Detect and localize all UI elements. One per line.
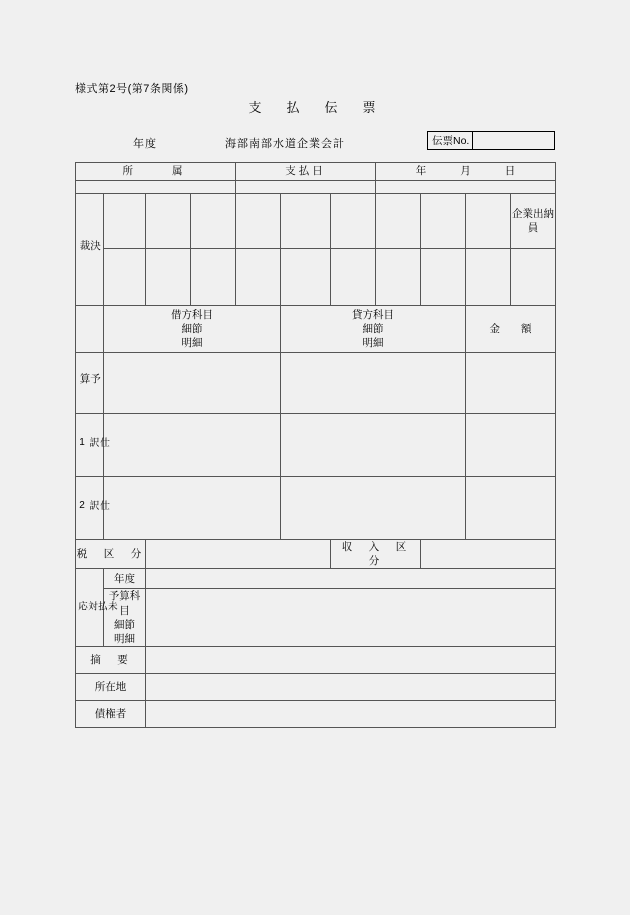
unpaid-budget-line1: 予算科目	[108, 590, 141, 617]
cashier-label: 企業出納員	[511, 194, 556, 249]
unpaid-fiscal-year-label: 年度	[104, 569, 146, 589]
table-row	[76, 194, 556, 249]
journal1-char1: 仕	[97, 437, 109, 449]
table-row	[76, 181, 556, 194]
budget-credit-value[interactable]	[281, 353, 466, 414]
date-day-label: 日	[504, 165, 516, 178]
approval-cell[interactable]	[421, 194, 466, 249]
unpaid-budget-item-value[interactable]	[146, 589, 556, 647]
address-label: 所在地	[76, 674, 146, 701]
approval-cell[interactable]	[331, 249, 376, 306]
cashier-cell[interactable]	[511, 249, 556, 306]
table-row	[76, 249, 556, 306]
date-value[interactable]	[376, 181, 556, 194]
journal2-char3: 2	[76, 499, 88, 512]
approval-cell[interactable]	[281, 194, 331, 249]
summary-label: 摘 要	[76, 647, 146, 674]
table-row	[76, 353, 556, 414]
account-header-blank	[76, 306, 104, 353]
unpaid-fiscal-year-value[interactable]	[146, 569, 556, 589]
summary-value[interactable]	[146, 647, 556, 674]
credit-account-header	[281, 306, 466, 353]
approval-cell[interactable]	[236, 194, 281, 249]
debit-line1: 借方科目	[171, 308, 213, 321]
table-row	[76, 647, 556, 674]
approval-label	[76, 194, 104, 306]
budget-label-char2: 算	[78, 373, 91, 389]
unpaid-budget-line2: 細節	[114, 618, 135, 631]
approval-cell[interactable]	[466, 249, 511, 306]
journal1-label	[76, 414, 109, 477]
unpaid-label: 未 払 対 応	[76, 569, 104, 647]
affiliation-header: 所 属	[76, 163, 236, 181]
approval-cell[interactable]	[236, 249, 281, 306]
journal1-char2: 訳	[87, 437, 98, 449]
approval-cell[interactable]	[376, 249, 421, 306]
date-header	[376, 163, 556, 181]
debit-line2: 細節	[181, 322, 203, 335]
unpaid-budget-item-label	[104, 589, 146, 647]
journal1-debit-value[interactable]	[104, 414, 281, 477]
approval-cell[interactable]	[331, 194, 376, 249]
approval-cell[interactable]	[146, 249, 191, 306]
income-division-value[interactable]	[421, 540, 556, 569]
journal2-char1: 仕	[97, 500, 109, 512]
table-row	[76, 569, 556, 589]
payment-date-header: 支払日	[236, 163, 376, 181]
credit-line2: 細節	[362, 322, 384, 335]
debit-line3: 明細	[181, 337, 203, 350]
approval-cell[interactable]	[281, 249, 331, 306]
slip-number-box	[427, 131, 555, 150]
credit-line1: 貸方科目	[352, 308, 394, 321]
affiliation-value[interactable]	[76, 181, 236, 194]
journal1-credit-value[interactable]	[281, 414, 466, 477]
approval-cell[interactable]	[146, 194, 191, 249]
approval-cell[interactable]	[191, 194, 236, 249]
date-month-label: 月	[460, 165, 471, 178]
debit-account-header	[104, 306, 281, 353]
journal2-char2: 訳	[87, 500, 98, 512]
budget-label	[76, 353, 104, 414]
approval-cell[interactable]	[376, 194, 421, 249]
approval-label-char2: 裁	[78, 239, 91, 256]
approval-label-char1: 決	[89, 239, 101, 256]
table-row	[76, 589, 556, 647]
slip-number-label: 伝票No.	[428, 132, 473, 149]
fiscal-year-label: 年度	[133, 138, 157, 150]
budget-label-char1: 予	[89, 373, 101, 389]
address-value[interactable]	[146, 674, 556, 701]
journal2-amount-value[interactable]	[466, 477, 556, 540]
creditor-value[interactable]	[146, 701, 556, 728]
journal1-char3: 1	[76, 436, 88, 449]
page-title: 支 払 伝 票	[248, 100, 382, 115]
creditor-label: 債権者	[76, 701, 146, 728]
tax-division-label: 税 区 分	[76, 540, 146, 569]
approval-cell[interactable]	[104, 249, 146, 306]
table-row	[76, 477, 556, 540]
table-row	[76, 540, 556, 569]
amount-header: 金 額	[466, 306, 556, 353]
approval-cell[interactable]	[104, 194, 146, 249]
table-row	[76, 414, 556, 477]
journal2-label	[76, 477, 109, 540]
subheader	[75, 133, 555, 153]
journal2-credit-value[interactable]	[281, 477, 466, 540]
income-division-label: 収 入 区 分	[331, 540, 421, 569]
journal2-debit-value[interactable]	[104, 477, 281, 540]
approval-cell[interactable]	[421, 249, 466, 306]
payment-date-value[interactable]	[236, 181, 376, 194]
date-year-label: 年	[415, 165, 427, 178]
tax-division-value[interactable]	[146, 540, 331, 569]
approval-cell[interactable]	[191, 249, 236, 306]
credit-line3: 明細	[362, 337, 384, 350]
journal1-amount-value[interactable]	[466, 414, 556, 477]
budget-amount-value[interactable]	[466, 353, 556, 414]
table-row	[76, 163, 556, 181]
form-number: 様式第2号(第7条関係)	[75, 83, 189, 95]
budget-debit-value[interactable]	[104, 353, 281, 414]
slip-number-input[interactable]	[473, 132, 554, 149]
company-name: 海部南部水道企業会計	[225, 138, 345, 150]
payment-slip-table	[75, 162, 556, 728]
approval-cell[interactable]	[466, 194, 511, 249]
unpaid-budget-line3: 明細	[114, 632, 135, 645]
table-row	[76, 674, 556, 701]
table-row	[76, 306, 556, 353]
table-row	[76, 701, 556, 728]
